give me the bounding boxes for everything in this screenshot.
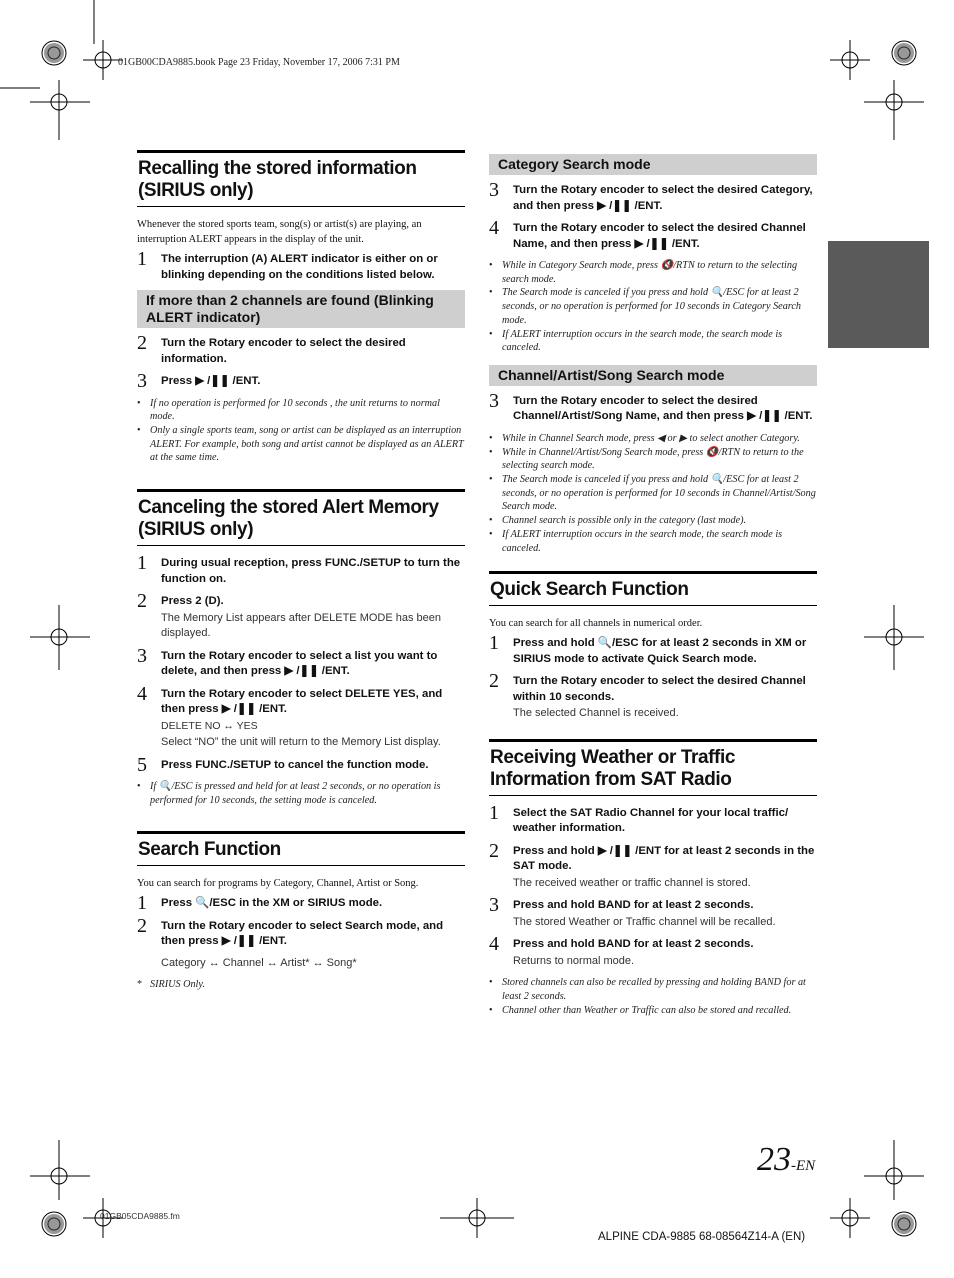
step-number: 2 [137,332,147,354]
heading-canceling-alert: Canceling the stored Alert Memory (SIRIUS only) [137,489,465,546]
step-text: Turn the Rotary encoder to select the desired Channel/Artist/Song Name, and then press ▶ /❚❚ /ENT. [513,394,813,423]
subheading-channel-artist-song-search: Channel/Artist/Song Search mode [489,365,817,386]
step [137,552,465,587]
notes-list [489,259,817,355]
step-description: Select “NO” the unit will return to the Memory List display. [161,736,441,749]
heading-recalling: Recalling the stored information (SIRIUS only) [137,150,465,207]
step-text: Turn the Rotary encoder to select the desired Channel within 10 seconds. [513,675,806,703]
step [137,914,465,972]
note-item: • The Search mode is canceled if you press and hold 🔍/ESC for at least 2 seconds, or no operation is performed for 10 seconds in Category Search mode. [489,286,817,327]
step-number: 1 [137,248,147,270]
note-item: • While in Channel Search mode, press ◀ or ▶ to select another Category. [489,432,817,446]
note-item: • Channel other than Weather or Traffic can also be stored and recalled. [489,1004,817,1018]
step [137,753,465,776]
notes-list [489,432,817,555]
step-number: 2 [137,590,147,613]
step-number: 5 [137,753,147,776]
page-number-value: 23 [757,1141,791,1178]
step [137,332,465,367]
step [489,801,817,837]
note-item: • If 🔍/ESC is pressed and held for at least 2 seconds, or no operation is performed for 10 seconds, the setting mode is canceled. [137,780,465,807]
step-text: Press and hold BAND for at least 2 seconds. [513,938,754,951]
step-text: Press 2 (D). [161,595,224,608]
step [489,389,817,425]
note-item: • If no operation is performed for 10 seconds , the unit returns to normal mode. [137,397,465,424]
step-number: 2 [489,670,499,693]
step [489,217,817,252]
chapter-tab [828,241,929,348]
step-number: 4 [489,217,499,239]
step [489,670,817,722]
note-item: • Stored channels can also be recalled by pressing and holding BAND for at least 2 seconds. [489,976,817,1003]
step-number: 4 [489,933,499,956]
step-text: Press ▶ /❚❚ /ENT. [161,375,261,387]
step-number: 3 [489,894,499,917]
step-number: 1 [489,801,499,824]
note-item: • Channel search is possible only in the category (last mode). [489,514,817,528]
step [489,839,817,892]
notes-list [137,780,465,807]
notes-list [137,397,465,466]
step-number: 3 [489,389,499,412]
intro-text: Whenever the stored sports team, song(s) or artist(s) are playing, an interruption ALERT appears in the display of the unit. [137,219,422,245]
note-item: • If ALERT interruption occurs in the search mode, the search mode is canceled. [489,528,817,555]
note-item: • If ALERT interruption occurs in the search mode, the search mode is canceled. [489,328,817,355]
step [489,632,817,667]
footer-file-name: 01GB05CDA9885.fm [100,1211,180,1221]
step-number: 1 [137,552,147,575]
step-text: During usual reception, press FUNC./SETUP to turn the function on. [161,557,461,585]
note-item: • The Search mode is canceled if you press and hold 🔍/ESC for at least 2 seconds, or no operation is performed for 10 seconds in Channel/Artist/Song Search mode. [489,473,817,514]
subheading-category-search: Category Search mode [489,154,817,175]
step-text: The interruption (A) ALERT indicator is either on or blinking depending on the conditions listed below. [161,253,438,281]
print-header: 01GB00CDA9885.book Page 23 Friday, November 17, 2006 7:31 PM [118,57,400,68]
heading-quick-search: Quick Search Function [489,571,817,606]
step-number: 2 [489,839,499,862]
page-number [757,1140,815,1186]
step-text: Press and hold ▶ /❚❚ /ENT for at least 2 seconds in the SAT mode. [513,844,815,873]
step-text: Select the SAT Radio Channel for your local traffic/ weather information. [513,806,789,835]
footer-model: ALPINE CDA-9885 68-08564Z14-A (EN) [598,1231,806,1243]
step-number: 3 [137,644,147,667]
intro-text: You can search for all channels in numerical order. [489,618,703,630]
step [137,682,465,751]
step [489,179,817,214]
step-description: The stored Weather or Traffic channel will be recalled. [513,915,776,928]
step-text: Turn the Rotary encoder to select Search mode, and then press ▶ /❚❚ /ENT. [161,919,444,948]
page-number-suffix: -EN [791,1158,816,1174]
heading-search-function: Search Function [137,831,465,866]
step-description: The selected Channel is received. [513,707,679,720]
step-text: Press and hold BAND for at least 2 seconds. [513,899,754,912]
step-text: Press and hold 🔍/ESC for at least 2 seconds in XM or SIRIUS mode to activate Quick Search mode. [513,637,807,665]
intro-text: You can search for programs by Category, Channel, Artist or Song. [137,878,419,890]
step [489,933,817,969]
step-number: 1 [137,892,147,915]
step [137,370,465,392]
step-number: 1 [489,632,499,655]
left-column [137,150,465,1002]
step-description: The received weather or traffic channel is stored. [513,876,751,889]
footnote-list [137,978,465,992]
step-description: Category ↔ Channel ↔ Artist* ↔ Song* [161,956,357,969]
note-item: • Only a single sports team, song or artist can be displayed as an interruption ALERT. For example, both song and artist cannot be displayed as an ALERT at the same time. [137,424,465,465]
right-column [489,150,817,1027]
step-description: The Memory List appears after DELETE MODE has been displayed. [161,611,442,640]
step [137,644,465,680]
step-text: Press FUNC./SETUP to cancel the function mode. [161,758,429,771]
step-text: Press 🔍/ESC in the XM or SIRIUS mode. [161,897,383,910]
step-text: Turn the Rotary encoder to select a list you want to delete, and then press ▶ /❚❚ /ENT. [161,649,438,678]
step-text: Turn the Rotary encoder to select the desired information. [161,337,406,365]
step-text: Turn the Rotary encoder to select the desired Category, and then press ▶ /❚❚ /ENT. [513,184,813,212]
step-text: Turn the Rotary encoder to select the desired Channel Name, and then press ▶ /❚❚ /ENT. [513,222,806,250]
subheading-multiple-channels: If more than 2 channels are found (Blinking ALERT indicator) [137,290,465,328]
footnote: * SIRIUS Only. [137,978,465,992]
step-description: DELETE NO ↔ YES [161,719,258,732]
step-number: 3 [137,370,147,392]
note-item: • While in Category Search mode, press 🔇/RTN to return to the selecting search mode. [489,259,817,286]
step [137,248,465,283]
step-number: 3 [489,179,499,201]
step [137,590,465,642]
step-description: Returns to normal mode. [513,954,635,967]
note-item: • While in Channel/Artist/Song Search mode, press 🔇/RTN to return to the selecting search mode. [489,446,817,473]
notes-list [489,976,817,1017]
step-number: 2 [137,914,147,937]
step [489,894,817,930]
heading-weather-traffic: Receiving Weather or Traffic Information from SAT Radio [489,739,817,796]
step-number: 4 [137,682,147,705]
step [137,892,465,915]
step-text: Turn the Rotary encoder to select DELETE YES, and then press ▶ /❚❚ /ENT. [161,687,443,716]
